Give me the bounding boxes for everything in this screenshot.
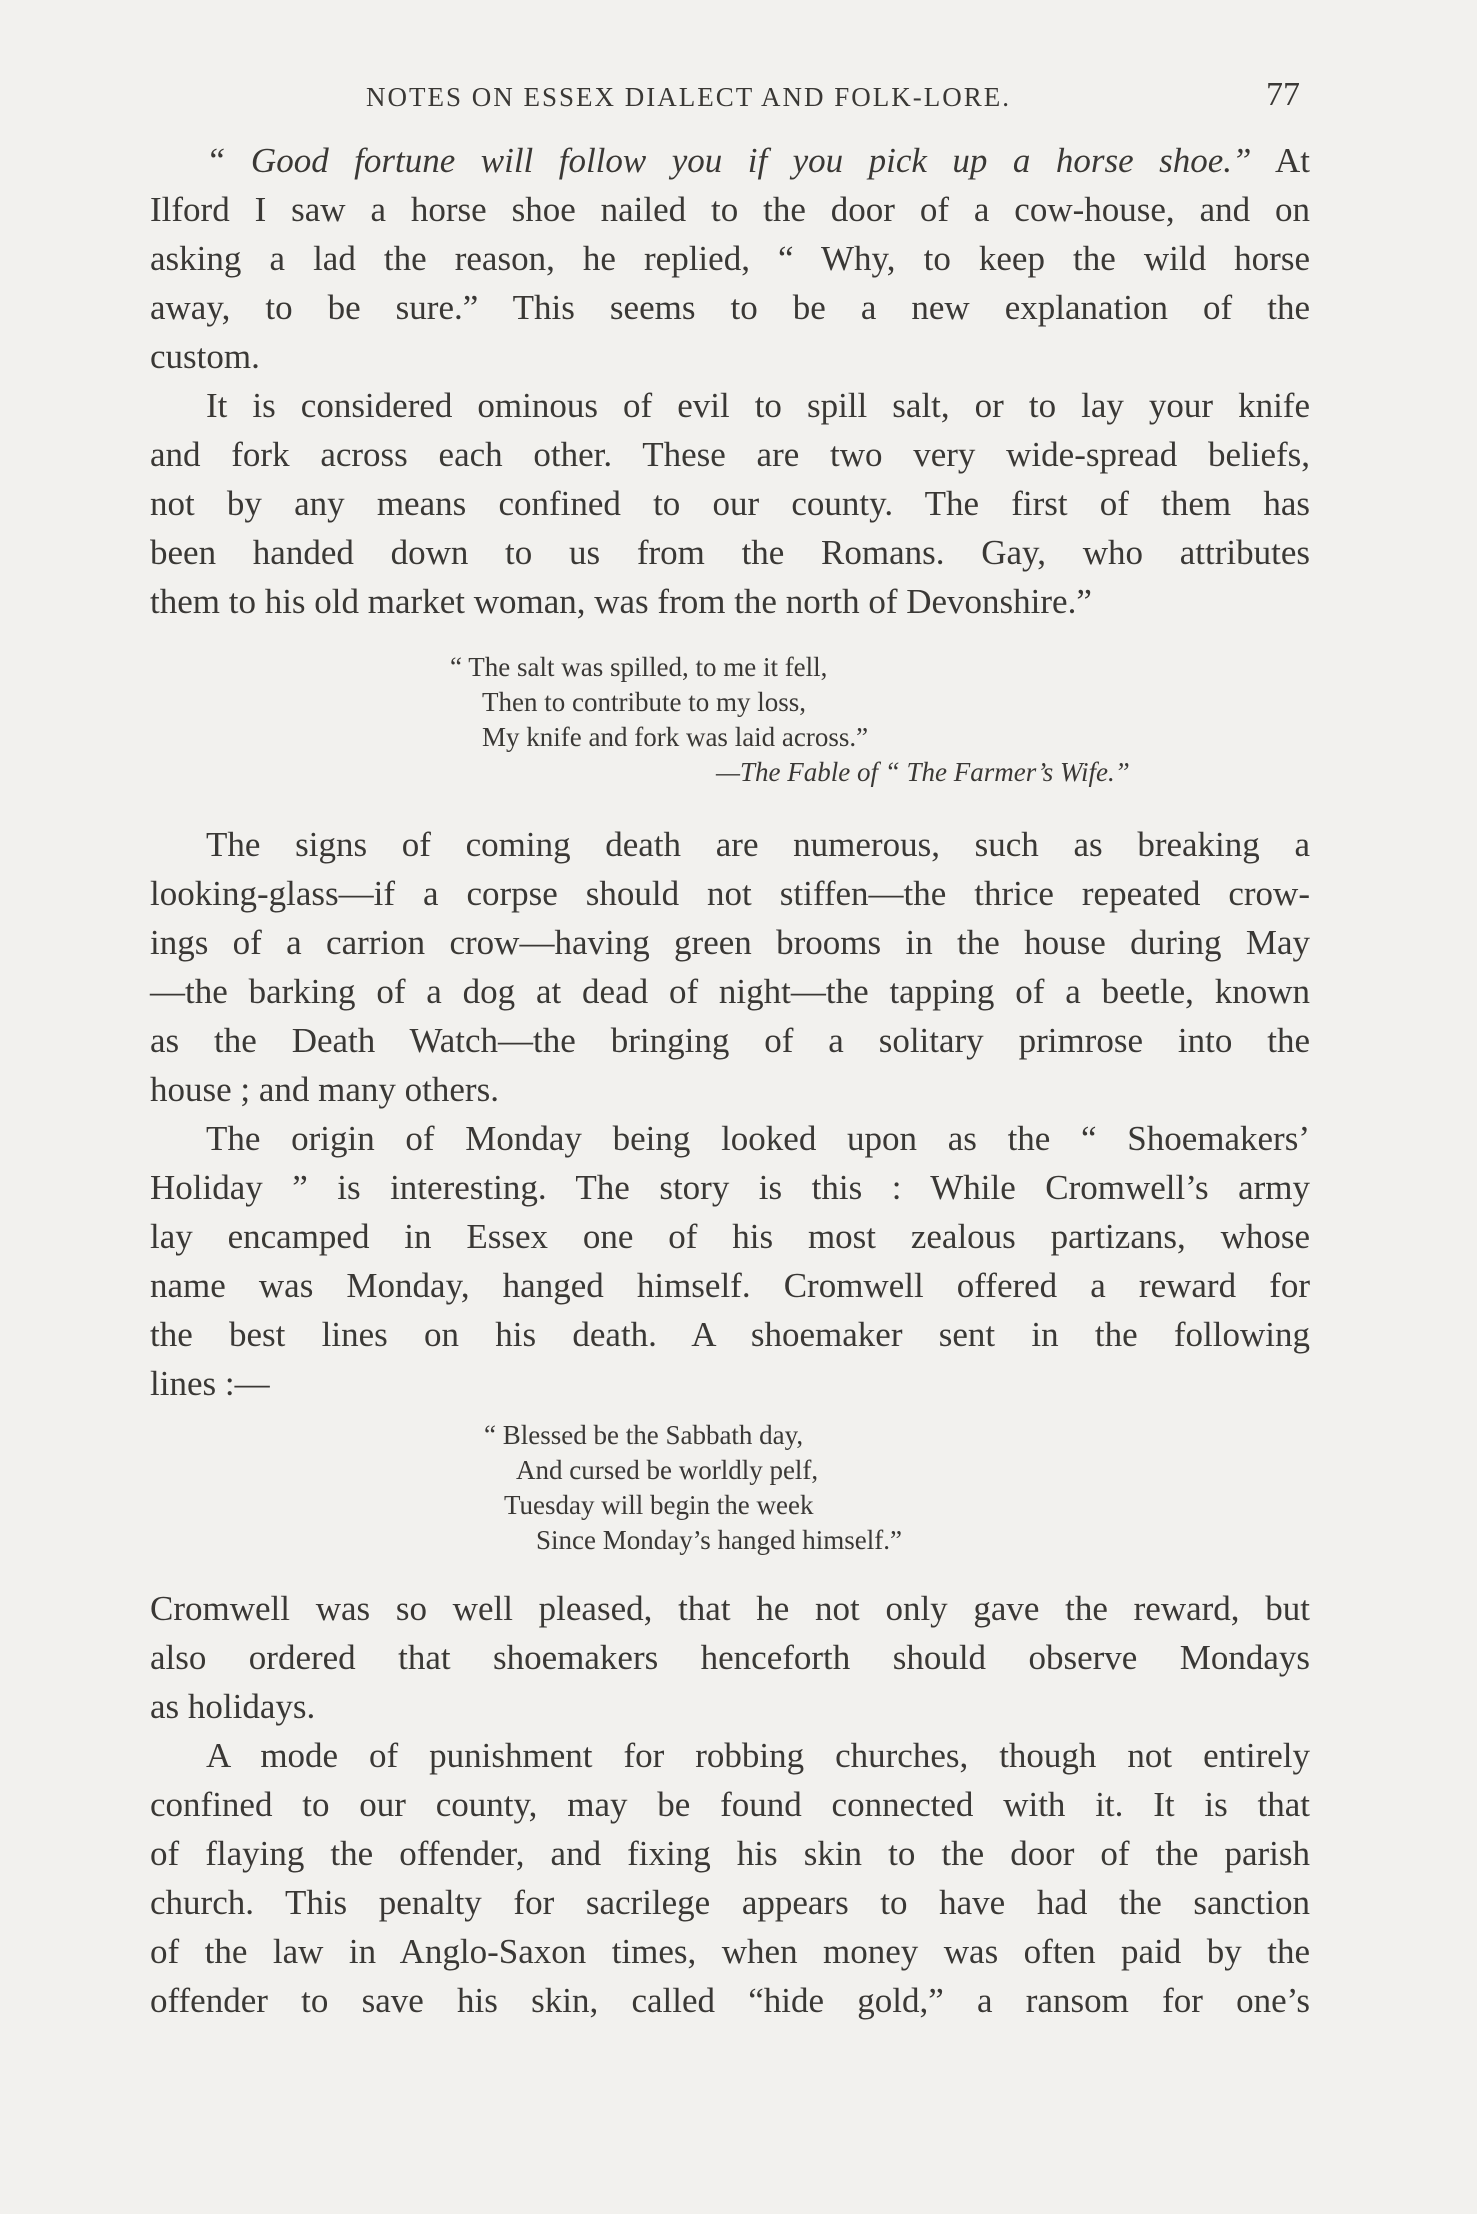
paragraph-spilled-salt [150, 381, 1310, 626]
attribution-prefix: —The Fable of [716, 757, 878, 787]
text-line: been handed down to us from the Romans. Gay, who attributes [150, 533, 1310, 572]
page-number: 77 [1266, 76, 1300, 113]
book-page [150, 70, 1310, 2025]
text-line: A mode of punishment for robbing churches, though not entirely [206, 1736, 1310, 1775]
verse-line: And cursed be worldly pelf, [516, 1455, 819, 1485]
text-line: —the barking of a dog at dead of night—the tapping of a beetle, known [150, 972, 1310, 1011]
text-line: as the Death Watch—the bringing of a solitary primrose into the [150, 1021, 1310, 1060]
text-line: It is considered ominous of evil to spill salt, or to lay your knife [206, 386, 1310, 425]
text-line: of the law in Anglo-Saxon times, when money was often paid by the [150, 1932, 1310, 1971]
text-line: The signs of coming death are numerous, such as breaking a [206, 825, 1310, 864]
paragraph-signs-of-death [150, 820, 1310, 1114]
paragraph-cromwell-pleased [150, 1584, 1310, 1731]
text-line: The origin of Monday being looked upon as the “ Shoemakers’ [206, 1119, 1310, 1158]
text-line: ings of a carrion crow—having green brooms in the house during May [150, 923, 1310, 962]
text-line: lay encamped in Essex one of his most zealous partizans, whose [150, 1217, 1310, 1256]
running-head [150, 70, 1310, 130]
text-line: away, to be sure.” This seems to be a new explanation of the [150, 288, 1310, 327]
verse-line: Since Monday’s hanged himself.” [536, 1525, 902, 1555]
text-line: asking a lad the reason, he replied, “ Why, to keep the wild horse [150, 239, 1310, 278]
text-line: church. This penalty for sacrilege appears to have had the sanction [150, 1883, 1310, 1922]
text-line: of flaying the offender, and fixing his skin to the door of the parish [150, 1834, 1310, 1873]
verse-line: Then to contribute to my loss, [482, 687, 806, 717]
text-line: lines :— [150, 1364, 270, 1403]
text-line: looking-glass—if a corpse should not stiffen—the thrice repeated crow- [150, 874, 1310, 913]
text-line: Ilford I saw a horse shoe nailed to the door of a cow-house, and on [150, 190, 1310, 229]
text-line: Holiday ” is interesting. The story is this : While Cromwell’s army [150, 1168, 1310, 1207]
text-line: house ; and many others. [150, 1070, 499, 1109]
verse-attribution [150, 755, 1310, 790]
verse-line: “ The salt was spilled, to me it fell, [450, 652, 828, 682]
text-line: and fork across each other. These are two very wide-spread beliefs, [150, 435, 1310, 474]
text-line: offender to save his skin, called “hide gold,” a ransom for one’s [150, 1981, 1310, 2020]
verse-salt [150, 650, 1310, 790]
verse-line: Tuesday will begin the week [504, 1490, 814, 1520]
paragraph-shoemakers-holiday [150, 1114, 1310, 1408]
text-line: them to his old market woman, was from the north of Devonshire.” [150, 582, 1092, 621]
verse-line: “ Blessed be the Sabbath day, [484, 1420, 804, 1450]
paragraph-horse-shoe [150, 136, 1310, 381]
text-line: “ Good fortune will follow you if you pick up a horse shoe.” At [206, 141, 1310, 180]
text-line: confined to our county, may be found connected with it. It is that [150, 1785, 1310, 1824]
paragraph-robbing-churches [150, 1731, 1310, 2025]
verse-monday [150, 1418, 1310, 1558]
text-line: not by any means confined to our county. The first of them has [150, 484, 1310, 523]
text-line: Cromwell was so well pleased, that he not only gave the reward, but [150, 1589, 1310, 1628]
text-line: as holidays. [150, 1687, 316, 1726]
text-line: name was Monday, hanged himself. Cromwell offered a reward for [150, 1266, 1310, 1305]
text-line: custom. [150, 337, 260, 376]
verse-line: My knife and fork was laid across.” [482, 722, 869, 752]
text-line: also ordered that shoemakers henceforth should observe Mondays [150, 1638, 1310, 1677]
text-line: the best lines on his death. A shoemaker sent in the following [150, 1315, 1310, 1354]
attribution-title: “ The Farmer’s Wife.” [884, 757, 1130, 787]
running-title: NOTES ON ESSEX DIALECT AND FOLK-LORE. [366, 82, 1011, 112]
